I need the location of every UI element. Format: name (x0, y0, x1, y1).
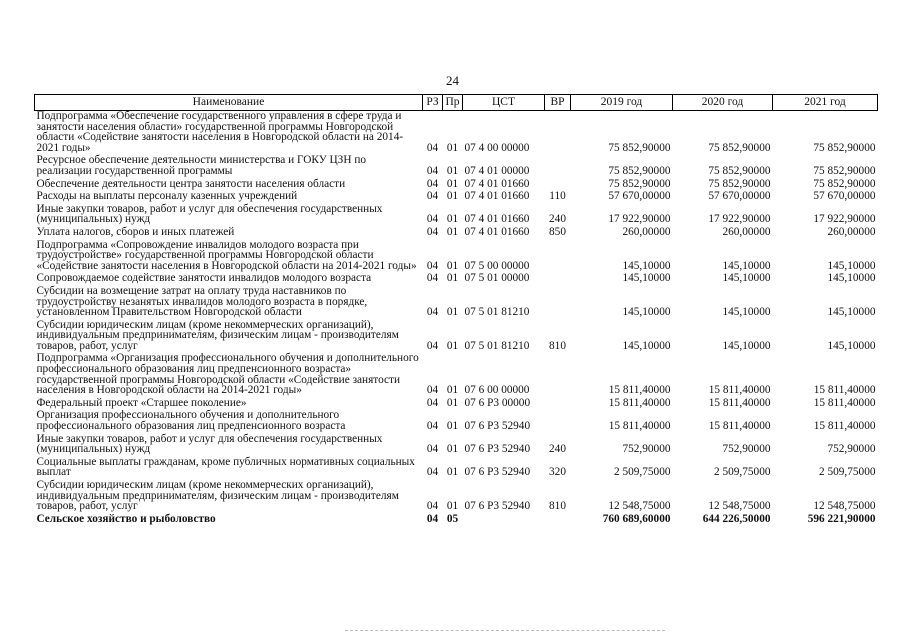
row-rz: 04 (426, 259, 439, 272)
row-cst: 07 6 P3 00000 (464, 396, 531, 409)
row-value-2020: 15 811,40000 (708, 396, 771, 409)
row-pr: 01 (446, 272, 459, 285)
row-value-2020: 752,90000 (722, 443, 771, 456)
row-value-2020: 145,10000 (722, 339, 771, 352)
row-value-2020: 15 811,40000 (708, 384, 771, 397)
row-name: Уплата налогов, сборов и иных платежей (36, 225, 235, 238)
row-value-2019: 260,00000 (622, 225, 671, 238)
row-value-2021: 145,10000 (827, 339, 876, 352)
table-row (35, 480, 878, 514)
row-value-2019: 17 922,90000 (608, 213, 671, 226)
row-value-2021: 145,10000 (827, 272, 876, 285)
row-value-2019: 760 689,60000 (602, 512, 671, 525)
row-pr: 01 (446, 141, 459, 154)
row-value-2021: 145,10000 (827, 306, 876, 319)
row-vr (545, 155, 571, 178)
row-rz: 04 (426, 466, 439, 479)
row-name: Сельское хозяйство и рыболовство (36, 512, 216, 525)
row-rz: 04 (426, 500, 439, 513)
table-row (35, 434, 878, 457)
row-cst: 07 4 01 01660 (464, 213, 530, 226)
footer-divider (345, 630, 665, 632)
row-cst: 07 6 P3 52940 (464, 443, 531, 456)
row-value-2019: 752,90000 (622, 443, 671, 456)
row-cst: 07 5 00 00000 (464, 259, 530, 272)
header-2020: 2020 год (673, 95, 773, 111)
row-cst: 07 4 01 01660 (464, 177, 530, 190)
row-name: Социальные выплаты гражданам, кроме публичных нормативных социальных выплат (36, 455, 415, 479)
row-name: Подпрограмма «Сопровождение инвалидов молодого возраста при трудоустройстве» государственной программы Новгородской области «Содействие занятости населения в Новгородской области на 2014-2021 годы» (36, 238, 417, 272)
row-vr: 240 (549, 213, 566, 226)
row-value-2020: 75 852,90000 (708, 164, 771, 177)
table-row (35, 320, 878, 354)
header-rz: РЗ (423, 95, 443, 111)
row-pr: 01 (446, 420, 459, 433)
row-vr (545, 273, 571, 286)
row-vr: 850 (549, 225, 566, 238)
row-value-2021: 15 811,40000 (813, 384, 876, 397)
row-pr: 01 (446, 306, 459, 319)
row-pr: 01 (446, 339, 459, 352)
row-value-2021: 15 811,40000 (813, 396, 876, 409)
table-row (35, 457, 878, 480)
row-name: Субсидии юридическим лицам (кроме некоммерческих организаций), индивидуальным предпринимателям, физическим лицам - производителям товаров, работ, услуг (36, 318, 399, 352)
row-rz: 04 (426, 141, 439, 154)
row-name: Подпрограмма «Обеспечение государственного управления в сфере труда и занятости населения области» государственной программы Новгородской области «Содействие занятости населения в Новгородской области на 2014-2021 годы» (36, 110, 404, 154)
row-cst: 07 6 P3 52940 (464, 420, 531, 433)
row-pr: 01 (446, 225, 459, 238)
row-value-2019: 15 811,40000 (608, 396, 671, 409)
page-number: 24 (446, 73, 459, 88)
row-value-2019: 57 670,00000 (608, 190, 671, 203)
row-value-2020: 145,10000 (722, 272, 771, 285)
row-value-2019: 75 852,90000 (608, 177, 671, 190)
row-value-2020: 145,10000 (722, 259, 771, 272)
row-name: Сопровождаемое содействие занятости инвалидов молодого возраста (36, 272, 372, 285)
row-name: Организация профессионального обучения и дополнительного профессионального образования лиц предпенсионного возраста (36, 409, 346, 433)
table-row (35, 286, 878, 320)
row-cst: 07 5 01 81210 (464, 339, 530, 352)
row-rz: 04 (426, 164, 439, 177)
row-name: Иные закупки товаров, работ и услуг для обеспечения государственных (муниципальных) нужд (36, 432, 383, 456)
header-name: Наименование (35, 95, 423, 111)
row-name: Иные закупки товаров, работ и услуг для обеспечения государственных (муниципальных) нужд (36, 202, 383, 226)
row-pr: 01 (446, 396, 459, 409)
row-cst: 07 4 01 01660 (464, 190, 530, 203)
row-cst: 07 5 01 81210 (464, 306, 530, 319)
row-value-2020: 75 852,90000 (708, 141, 771, 154)
row-value-2019: 75 852,90000 (608, 164, 671, 177)
row-value-2020: 75 852,90000 (708, 177, 771, 190)
header-2021: 2021 год (773, 95, 878, 111)
row-pr: 01 (446, 164, 459, 177)
row-rz: 04 (426, 443, 439, 456)
row-rz: 04 (426, 272, 439, 285)
row-rz: 04 (426, 225, 439, 238)
row-name: Федеральный проект «Старшее поколение» (36, 396, 247, 409)
row-pr: 01 (446, 466, 459, 479)
row-vr: 810 (549, 339, 566, 352)
row-value-2021: 15 811,40000 (813, 420, 876, 433)
row-vr (545, 514, 571, 527)
row-name: Расходы на выплаты персоналу казенных учреждений (36, 190, 298, 203)
row-value-2019: 145,10000 (622, 339, 671, 352)
row-value-2019: 15 811,40000 (608, 384, 671, 397)
header-cst: ЦСТ (463, 95, 545, 111)
row-rz: 04 (426, 177, 439, 190)
table-row (35, 353, 878, 397)
row-value-2019: 145,10000 (622, 306, 671, 319)
row-name: Обеспечение деятельности центра занятости населения области (36, 177, 346, 190)
row-vr: 240 (549, 443, 566, 456)
table-row (35, 410, 878, 433)
row-cst: 07 6 P3 52940 (464, 466, 531, 479)
row-value-2020: 57 670,00000 (708, 190, 771, 203)
row-value-2020: 2 509,75000 (714, 466, 771, 479)
row-cst: 07 4 01 00000 (464, 164, 530, 177)
row-value-2021: 260,00000 (827, 225, 876, 238)
header-2019: 2019 год (571, 95, 673, 111)
row-rz: 04 (426, 396, 439, 409)
table-row (35, 111, 878, 156)
row-name: Субсидии на возмещение затрат на оплату труда наставников по трудоустройству незанятых инвалидов молодого возраста в порядке, установленном Правительством Новгородской области (36, 284, 368, 319)
header-pr: Пр (443, 95, 463, 111)
row-value-2019: 2 509,75000 (614, 466, 671, 479)
row-value-2021: 75 852,90000 (813, 164, 876, 177)
table-row (35, 155, 878, 178)
row-vr (545, 240, 571, 274)
row-value-2019: 12 548,75000 (608, 500, 671, 513)
row-value-2021: 752,90000 (827, 443, 876, 456)
row-rz: 04 (426, 512, 439, 525)
row-pr: 01 (446, 190, 459, 203)
row-value-2021: 145,10000 (827, 259, 876, 272)
row-value-2021: 596 221,90000 (807, 512, 876, 525)
row-vr: 320 (549, 466, 566, 479)
row-value-2021: 57 670,00000 (813, 190, 876, 203)
row-rz: 04 (426, 384, 439, 397)
table-row (35, 240, 878, 274)
row-rz: 04 (426, 339, 439, 352)
table-row (35, 227, 878, 240)
table-row (35, 204, 878, 227)
header-row (35, 95, 878, 111)
row-name: Ресурсное обеспечение деятельности министерства и ГОКУ ЦЗН по реализации государственной программы (36, 154, 367, 177)
row-pr: 01 (446, 384, 459, 397)
row-value-2021: 17 922,90000 (813, 213, 876, 226)
budget-table (34, 94, 878, 526)
row-rz: 04 (426, 190, 439, 203)
row-value-2021: 75 852,90000 (813, 141, 876, 154)
row-value-2020: 145,10000 (722, 306, 771, 319)
row-vr (545, 286, 571, 320)
row-cst: 07 6 P3 52940 (464, 500, 531, 513)
row-value-2021: 75 852,90000 (813, 177, 876, 190)
row-pr: 01 (446, 177, 459, 190)
row-value-2020: 17 922,90000 (708, 213, 771, 226)
row-cst: 07 6 00 00000 (464, 384, 530, 397)
row-pr: 05 (446, 512, 459, 525)
row-value-2021: 12 548,75000 (813, 500, 876, 513)
row-pr: 01 (446, 259, 459, 272)
row-cst: 07 4 01 01660 (464, 225, 530, 238)
row-value-2019: 75 852,90000 (608, 141, 671, 154)
row-value-2020: 644 226,50000 (702, 512, 771, 525)
row-vr: 810 (549, 500, 566, 513)
row-pr: 01 (446, 213, 459, 226)
table-row (35, 514, 878, 527)
row-value-2020: 15 811,40000 (708, 420, 771, 433)
row-pr: 01 (446, 500, 459, 513)
header-vr: ВР (545, 95, 571, 111)
row-value-2020: 12 548,75000 (708, 500, 771, 513)
row-vr (545, 398, 571, 411)
row-rz: 04 (426, 420, 439, 433)
row-vr (545, 353, 571, 397)
row-name: Подпрограмма «Организация профессионального обучения и дополнительного профессионального образования лиц предпенсионного возраста» государственной программы Новгородской области «Содействие занятости населения в Новгородской области на 2014-2021 годы» (36, 352, 419, 397)
row-vr (545, 410, 571, 433)
row-value-2020: 260,00000 (722, 225, 771, 238)
row-cst (463, 514, 545, 527)
row-rz: 04 (426, 306, 439, 319)
row-vr (545, 111, 571, 156)
row-cst: 07 5 01 00000 (464, 272, 530, 285)
row-cst: 07 4 00 00000 (464, 141, 530, 154)
row-rz: 04 (426, 213, 439, 226)
row-pr: 01 (446, 443, 459, 456)
table-row (35, 191, 878, 204)
row-value-2019: 145,10000 (622, 272, 671, 285)
row-name: Субсидии юридическим лицам (кроме некоммерческих организаций), индивидуальным предпринимателям, физическим лицам - производителям товаров, работ, услуг (36, 479, 399, 513)
row-value-2021: 2 509,75000 (819, 466, 876, 479)
row-vr: 110 (549, 190, 566, 203)
row-value-2019: 145,10000 (622, 259, 671, 272)
row-value-2019: 15 811,40000 (608, 420, 671, 433)
